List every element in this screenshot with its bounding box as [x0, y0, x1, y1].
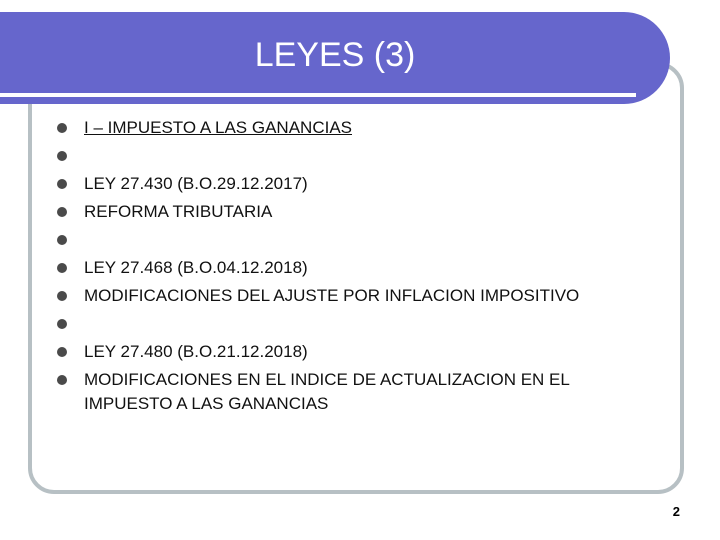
bullet-item [56, 366, 676, 394]
bullet-dot-icon [57, 235, 67, 245]
bullet-item [56, 338, 676, 366]
bullet-dot-icon [57, 375, 67, 385]
bullet-dot-icon [57, 291, 67, 301]
bullet-dot-icon [57, 347, 67, 357]
bullet-item [56, 170, 676, 198]
bullet-item [56, 310, 676, 338]
bullet-item [56, 142, 676, 170]
page-number: 2 [672, 504, 680, 519]
bullet-dot-icon [57, 123, 67, 133]
bullet-text: REFORMA TRIBUTARIA [84, 202, 273, 221]
bullet-dot-icon [57, 179, 67, 189]
bullet-text: I – IMPUESTO A LAS GANANCIAS [84, 118, 352, 137]
bullet-continuation [56, 394, 676, 418]
bullet-text: MODIFICACIONES DEL AJUSTE POR INFLACION IMPOSITIVO [84, 286, 580, 305]
bullet-list [56, 114, 676, 418]
bullet-text: LEY 27.468 (B.O.04.12.2018) [84, 258, 308, 277]
bullet-dot-icon [57, 207, 67, 217]
bullet-dot-icon [57, 319, 67, 329]
bullet-dot-icon [57, 263, 67, 273]
bullet-text: MODIFICACIONES EN EL INDICE DE ACTUALIZACION EN EL [84, 370, 570, 389]
slide-title: LEYES (3) [254, 36, 416, 74]
bullet-text: IMPUESTO A LAS GANANCIAS [84, 394, 329, 413]
bullet-item [56, 198, 676, 226]
bullet-text: LEY 27.430 (B.O.29.12.2017) [84, 174, 308, 193]
bullet-item [56, 282, 676, 310]
bullet-text: LEY 27.480 (B.O.21.12.2018) [84, 342, 308, 361]
bullet-dot-icon [57, 151, 67, 161]
bullet-item [56, 254, 676, 282]
bullet-item [56, 226, 676, 254]
bullet-item [56, 114, 676, 142]
